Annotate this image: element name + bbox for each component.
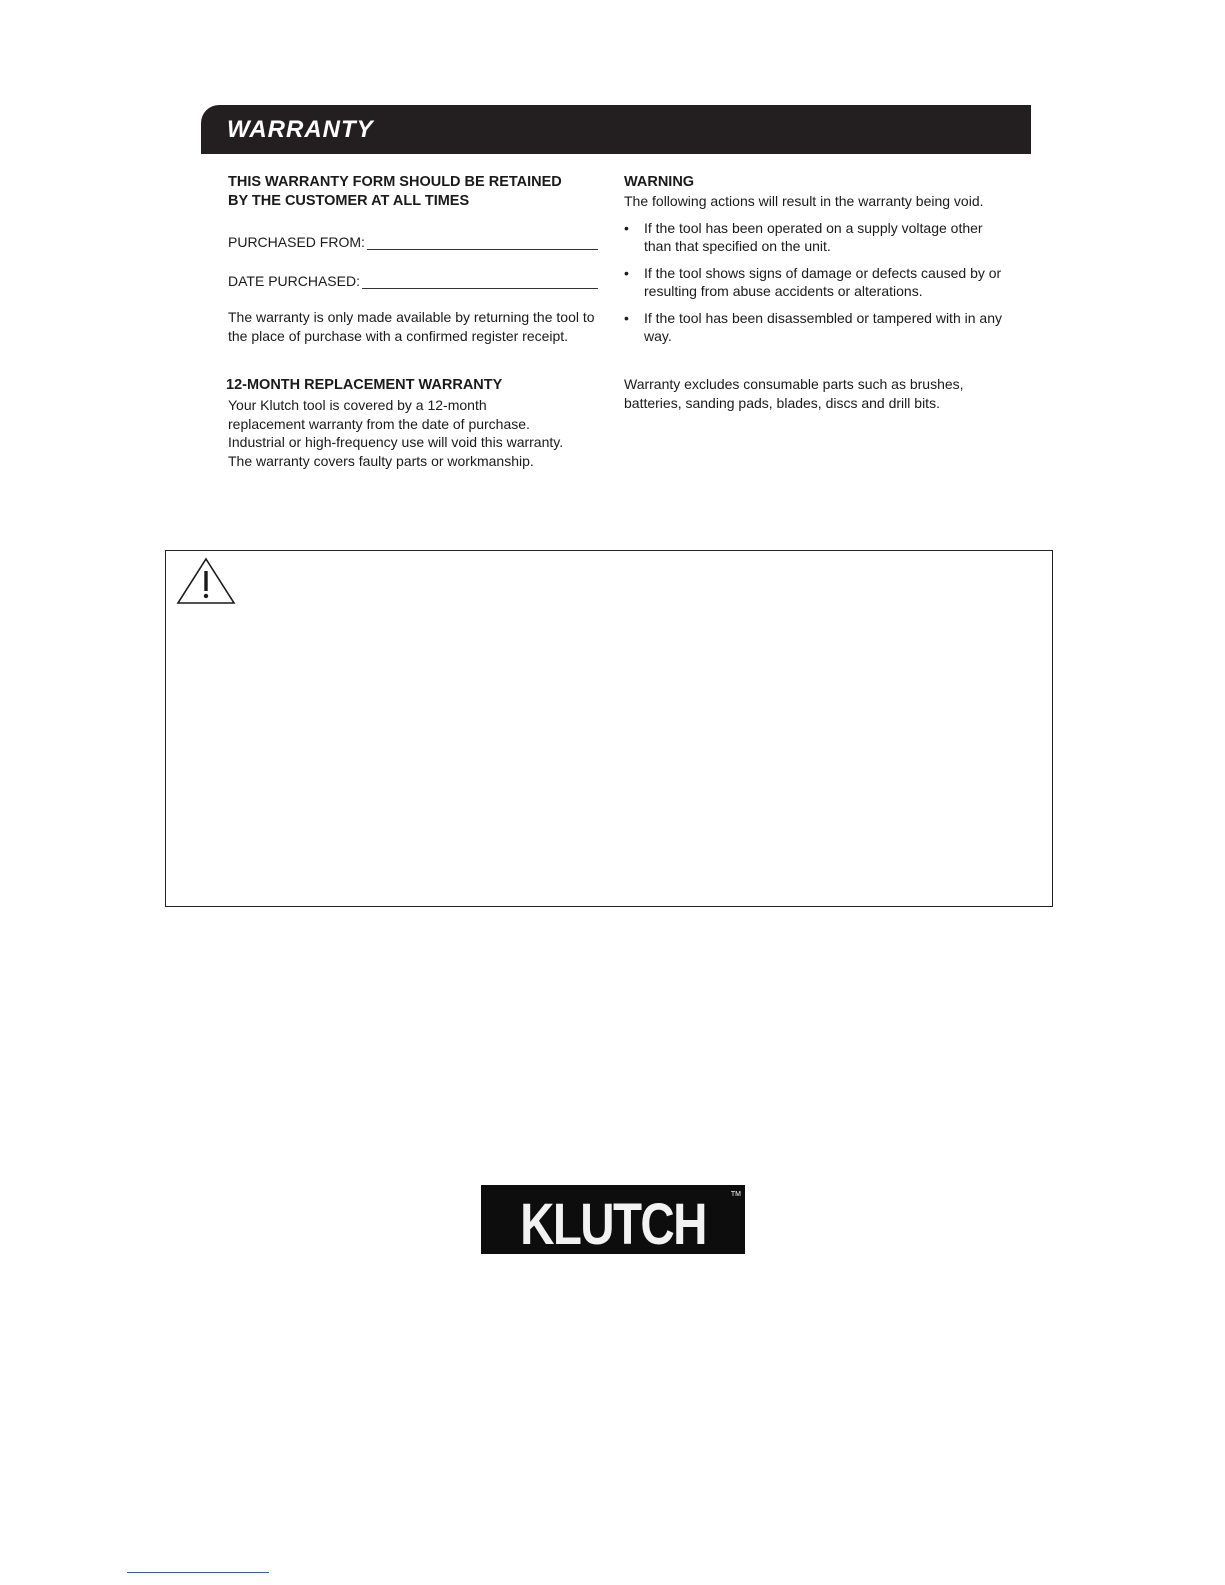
warranty-banner: [201, 105, 1031, 154]
availability-text: The warranty is only made available by returning the tool to the place of purchase with a confirmed register receipt.: [228, 309, 595, 344]
list-item-text: If the tool has been disassembled or tampered with in any way.: [644, 309, 1002, 344]
list-item-text: If the tool has been operated on a supply voltage other than that specified on the unit.: [644, 219, 983, 254]
replacement-warranty-heading: 12-MONTH REPLACEMENT WARRANTY: [226, 377, 503, 393]
list-item: [624, 309, 1004, 346]
date-purchased-label: DATE PURCHASED:: [228, 273, 360, 289]
page-title: WARRANTY: [227, 116, 374, 143]
bullet-icon: •: [624, 309, 629, 326]
list-item: [624, 219, 1004, 256]
replacement-text-line-3: Industrial or high-frequency use will void this warranty.: [228, 434, 564, 450]
warning-heading: WARNING: [624, 174, 695, 190]
logo-wordmark: KLUTCH: [520, 1192, 706, 1257]
replacement-text-line-4: The warranty covers faulty parts or workmanship.: [228, 452, 534, 469]
purchased-from-field[interactable]: [228, 228, 598, 250]
exclusions-text: Warranty excludes consumable parts such as brushes, batteries, sanding pads, blades, discs and drill bits.: [624, 376, 964, 411]
replacement-warranty-text: [228, 396, 608, 470]
caution-box: [165, 550, 1053, 907]
klutch-logo: [481, 1185, 745, 1257]
footer-rule: [127, 1572, 269, 1573]
retain-heading-line-1: THIS WARRANTY FORM SHOULD BE RETAINED: [228, 174, 562, 190]
void-conditions-list: [624, 219, 1004, 346]
replacement-text-line-1: Your Klutch tool is covered by a 12-month: [228, 397, 487, 413]
warning-intro: The following actions will result in the warranty being void.: [624, 193, 984, 209]
warning-triangle-icon: [175, 556, 237, 611]
retain-heading: [228, 173, 598, 211]
list-item: [624, 264, 1004, 301]
warning-column: [624, 173, 1004, 354]
warranty-form-column: [228, 173, 598, 345]
purchased-from-line[interactable]: [367, 235, 598, 250]
trademark-symbol: TM: [730, 1191, 741, 1198]
bullet-icon: •: [624, 264, 629, 281]
list-item-text: If the tool shows signs of damage or defects caused by or resulting from abuse accidents or alterations.: [644, 264, 1002, 299]
purchased-from-label: PURCHASED FROM:: [228, 234, 365, 250]
date-purchased-line[interactable]: [362, 274, 598, 289]
retain-heading-line-2: BY THE CUSTOMER AT ALL TIMES: [228, 193, 470, 209]
replacement-text-line-2: replacement warranty from the date of purchase.: [228, 415, 530, 432]
date-purchased-field[interactable]: [228, 267, 598, 289]
bullet-icon: •: [624, 219, 629, 236]
